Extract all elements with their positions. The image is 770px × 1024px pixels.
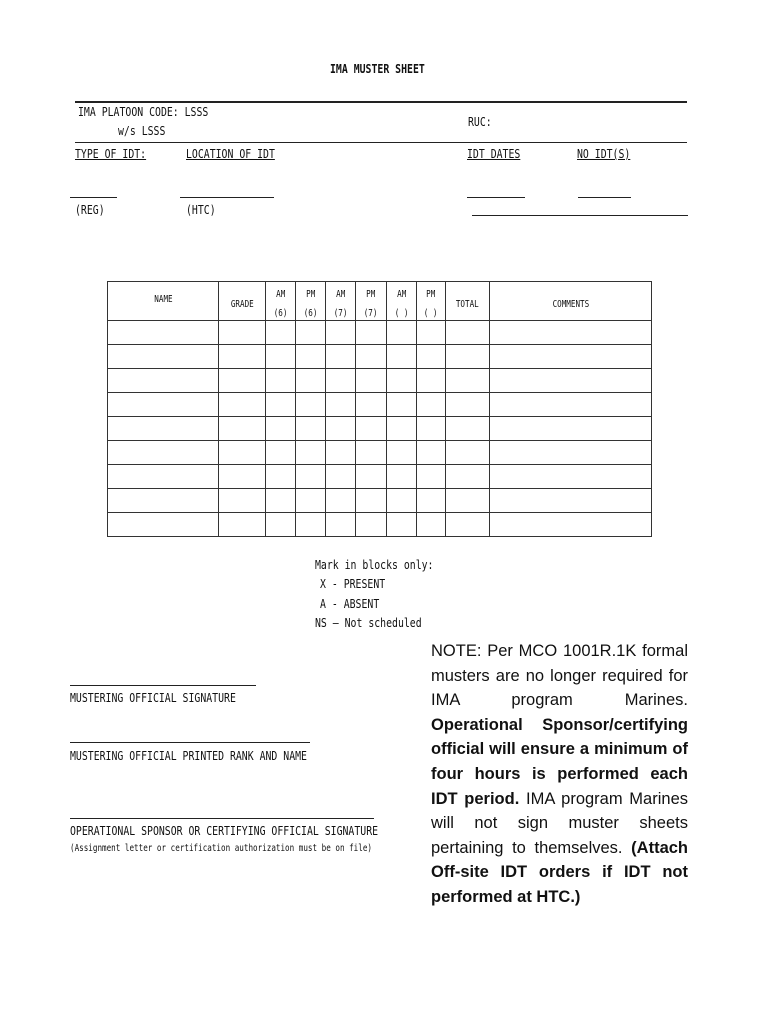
- table-cell[interactable]: [108, 417, 219, 441]
- legend-not-scheduled: NS – Not scheduled: [315, 616, 422, 630]
- col-comments-header: COMMENTS: [490, 282, 652, 321]
- table-cell[interactable]: [219, 513, 266, 537]
- table-cell[interactable]: [356, 345, 387, 369]
- table-cell[interactable]: [326, 345, 356, 369]
- header-top-rule: [75, 101, 687, 103]
- table-cell[interactable]: [296, 321, 326, 345]
- table-cell[interactable]: [446, 393, 490, 417]
- table-cell[interactable]: [219, 417, 266, 441]
- no-idt-blank[interactable]: [578, 197, 631, 198]
- mustering-signature-label: MUSTERING OFFICIAL SIGNATURE: [70, 691, 236, 705]
- table-cell[interactable]: [108, 489, 219, 513]
- col-grade-header: GRADE: [219, 282, 266, 321]
- table-cell[interactable]: [266, 393, 296, 417]
- reg-blank[interactable]: [70, 197, 117, 198]
- table-cell[interactable]: [356, 417, 387, 441]
- table-cell[interactable]: [326, 417, 356, 441]
- mustering-printed-line[interactable]: [70, 742, 310, 743]
- table-row: [108, 345, 652, 369]
- table-cell[interactable]: [446, 441, 490, 465]
- table-cell[interactable]: [387, 321, 417, 345]
- dates-underline: [472, 215, 688, 216]
- table-cell[interactable]: [296, 393, 326, 417]
- table-cell[interactable]: [266, 321, 296, 345]
- table-cell[interactable]: [266, 345, 296, 369]
- table-cell[interactable]: [417, 465, 446, 489]
- legend-absent: A - ABSENT: [320, 597, 380, 611]
- table-cell[interactable]: [356, 393, 387, 417]
- table-cell[interactable]: [356, 489, 387, 513]
- table-cell[interactable]: [326, 393, 356, 417]
- table-cell[interactable]: [446, 489, 490, 513]
- table-cell[interactable]: [417, 513, 446, 537]
- col-pm6-header: PM (6): [296, 282, 326, 321]
- table-cell[interactable]: [296, 417, 326, 441]
- table-cell[interactable]: [387, 489, 417, 513]
- table-cell[interactable]: [387, 441, 417, 465]
- table-cell[interactable]: [490, 465, 652, 489]
- table-cell[interactable]: [219, 345, 266, 369]
- table-cell[interactable]: [108, 345, 219, 369]
- table-cell[interactable]: [417, 417, 446, 441]
- table-cell[interactable]: [266, 489, 296, 513]
- table-cell[interactable]: [446, 345, 490, 369]
- table-cell[interactable]: [446, 465, 490, 489]
- note-part-1: NOTE: Per MCO 1001R.1K formal musters are no longer required for IMA program Marines.: [431, 642, 688, 710]
- location-of-idt-label: LOCATION OF IDT: [186, 147, 275, 161]
- table-cell[interactable]: [490, 417, 652, 441]
- table-cell[interactable]: [446, 513, 490, 537]
- table-cell[interactable]: [326, 369, 356, 393]
- platoon-code-label: IMA PLATOON CODE: LSSS: [78, 105, 209, 119]
- table-cell[interactable]: [108, 465, 219, 489]
- table-cell[interactable]: [490, 369, 652, 393]
- table-cell[interactable]: [417, 489, 446, 513]
- col-pm7-header: PM (7): [356, 282, 387, 321]
- legend-heading: Mark in blocks only:: [315, 558, 434, 572]
- table-row: [108, 513, 652, 537]
- table-cell[interactable]: [326, 489, 356, 513]
- table-row: [108, 441, 652, 465]
- table-cell[interactable]: [219, 321, 266, 345]
- col-am-blank-header: AM ( ): [387, 282, 417, 321]
- reg-label: (REG): [75, 203, 105, 217]
- table-cell[interactable]: [417, 321, 446, 345]
- table-header-row: [108, 282, 652, 321]
- note-paragraph: [431, 639, 689, 906]
- no-idt-label: NO IDT(S): [577, 147, 631, 161]
- col-am7-header: AM (7): [326, 282, 356, 321]
- col-pm-blank-header: PM ( ): [417, 282, 446, 321]
- header-mid-rule: [75, 142, 687, 143]
- htc-blank[interactable]: [180, 197, 274, 198]
- table-cell[interactable]: [108, 393, 219, 417]
- table-cell[interactable]: [296, 513, 326, 537]
- mustering-printed-label: MUSTERING OFFICIAL PRINTED RANK AND NAME: [70, 749, 307, 763]
- table-cell[interactable]: [387, 465, 417, 489]
- col-am6-header: AM (6): [266, 282, 296, 321]
- legend-present: X - PRESENT: [320, 577, 386, 591]
- table-cell[interactable]: [219, 369, 266, 393]
- table-row: [108, 393, 652, 417]
- table-cell[interactable]: [387, 369, 417, 393]
- note-part-4: (Attach Off-site IDT orders if IDT not performed at HTC.): [431, 838, 689, 906]
- table-cell[interactable]: [219, 489, 266, 513]
- table-cell[interactable]: [446, 369, 490, 393]
- table-row: [108, 369, 652, 393]
- table-cell[interactable]: [490, 321, 652, 345]
- table-row: [108, 465, 652, 489]
- table-cell[interactable]: [490, 513, 652, 537]
- col-total-header: TOTAL: [446, 282, 490, 321]
- muster-table: [107, 281, 652, 537]
- table-cell[interactable]: [417, 369, 446, 393]
- table-cell[interactable]: [356, 369, 387, 393]
- table-cell[interactable]: [417, 441, 446, 465]
- table-cell[interactable]: [417, 345, 446, 369]
- table-cell[interactable]: [266, 417, 296, 441]
- table-cell[interactable]: [446, 321, 490, 345]
- table-cell[interactable]: [356, 321, 387, 345]
- ws-label: w/s LSSS: [118, 124, 166, 138]
- table-cell[interactable]: [387, 513, 417, 537]
- table-cell[interactable]: [108, 441, 219, 465]
- type-of-idt-label: TYPE OF IDT:: [75, 147, 147, 161]
- table-cell[interactable]: [356, 513, 387, 537]
- table-cell[interactable]: [296, 465, 326, 489]
- table-cell[interactable]: [446, 417, 490, 441]
- table-cell[interactable]: [219, 441, 266, 465]
- sponsor-signature-label: OPERATIONAL SPONSOR OR CERTIFYING OFFICIAL SIGNATURE: [70, 824, 379, 838]
- table-cell[interactable]: [326, 465, 356, 489]
- note-part-3: IMA program Marines will not sign muster sheets pertaining to themselves.: [431, 789, 688, 857]
- table-cell[interactable]: [108, 369, 219, 393]
- table-cell[interactable]: [387, 417, 417, 441]
- table-cell[interactable]: [108, 513, 219, 537]
- table-cell[interactable]: [356, 465, 387, 489]
- table-cell[interactable]: [326, 441, 356, 465]
- col-name-header: NAME: [108, 282, 219, 321]
- idt-dates-label: IDT DATES: [467, 147, 521, 161]
- table-cell[interactable]: [296, 345, 326, 369]
- htc-label: (HTC): [186, 203, 216, 217]
- sponsor-signature-line[interactable]: [70, 818, 374, 819]
- ruc-label: RUC:: [468, 115, 492, 129]
- idt-dates-blank[interactable]: [467, 197, 525, 198]
- table-cell[interactable]: [296, 369, 326, 393]
- table-cell[interactable]: [356, 441, 387, 465]
- table-cell[interactable]: [490, 345, 652, 369]
- table-cell[interactable]: [219, 465, 266, 489]
- table-cell[interactable]: [266, 465, 296, 489]
- table-row: [108, 417, 652, 441]
- table-cell[interactable]: [108, 321, 219, 345]
- table-cell[interactable]: [266, 441, 296, 465]
- mustering-signature-line[interactable]: [70, 685, 256, 686]
- table-cell[interactable]: [490, 441, 652, 465]
- table-cell[interactable]: [417, 393, 446, 417]
- table-cell[interactable]: [219, 393, 266, 417]
- note-part-2: Operational Sponsor/certifying official will ensure a minimum of four hours is performed each IDT period.: [431, 715, 688, 808]
- table-cell[interactable]: [387, 345, 417, 369]
- sponsor-note: (Assignment letter or certification authorization must be on file): [70, 843, 372, 854]
- table-cell[interactable]: [266, 513, 296, 537]
- table-cell[interactable]: [490, 489, 652, 513]
- table-row: [108, 321, 652, 345]
- table-cell[interactable]: [296, 489, 326, 513]
- table-cell[interactable]: [490, 393, 652, 417]
- table-cell[interactable]: [296, 441, 326, 465]
- table-cell[interactable]: [266, 369, 296, 393]
- table-cell[interactable]: [326, 513, 356, 537]
- table-cell[interactable]: [326, 321, 356, 345]
- page-title: IMA MUSTER SHEET: [330, 62, 425, 76]
- table-cell[interactable]: [387, 393, 417, 417]
- table-row: [108, 489, 652, 513]
